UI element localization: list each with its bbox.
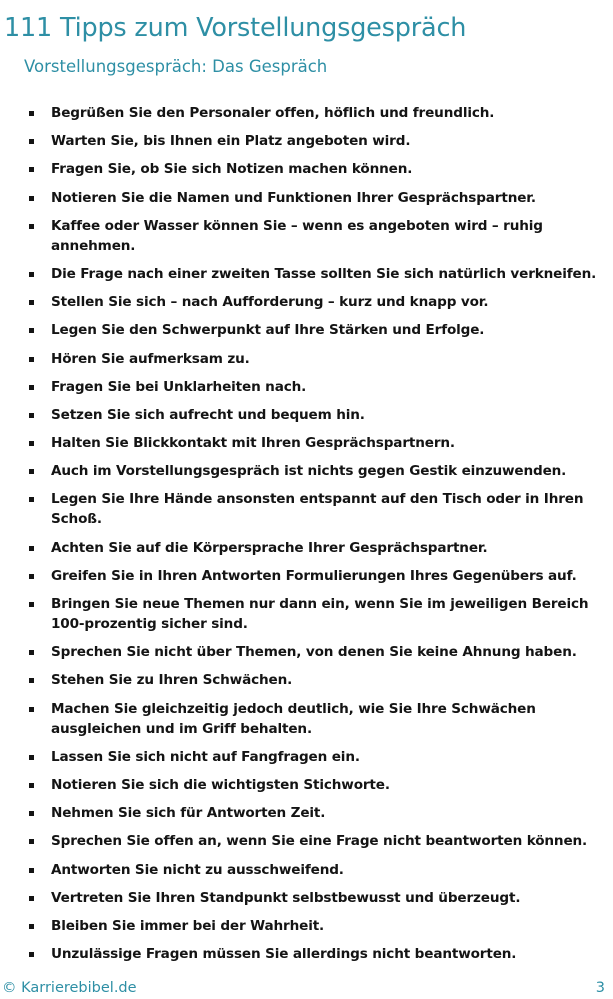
- list-item: [0, 159, 613, 179]
- list-item: [0, 831, 613, 851]
- list-item-text: Achten Sie auf die Körpersprache Ihrer Gesprächspartner.: [51, 539, 488, 556]
- bullet-icon: [29, 896, 34, 901]
- list-item: [0, 803, 613, 823]
- tips-list: [0, 103, 613, 972]
- bullet-icon: [29, 650, 34, 655]
- list-item-text: Legen Sie den Schwerpunkt auf Ihre Stärken und Erfolge.: [51, 322, 485, 339]
- list-item-text: Greifen Sie in Ihren Antworten Formulierungen Ihres Gegenübers auf.: [51, 567, 577, 584]
- list-item-text: Unzulässige Fragen müssen Sie allerdings nicht beantworten.: [51, 946, 517, 963]
- list-item-text: Hören Sie aufmerksam zu.: [51, 350, 250, 367]
- bullet-icon: [29, 196, 34, 201]
- list-item-text: Bringen Sie neue Themen nur dann ein, wenn Sie im jeweiligen Bereich 100-prozentig sicher sind.: [51, 596, 589, 632]
- list-item-text: Sprechen Sie nicht über Themen, von denen Sie keine Ahnung haben.: [51, 644, 577, 661]
- list-item: [0, 349, 613, 369]
- bullet-icon: [29, 167, 34, 172]
- bullet-icon: [29, 441, 34, 446]
- list-item: [0, 320, 613, 340]
- list-item-text: Sprechen Sie offen an, wenn Sie eine Frage nicht beantworten können.: [51, 833, 588, 850]
- list-item: [0, 264, 613, 284]
- bullet-icon: [29, 224, 34, 229]
- list-item: [0, 377, 613, 397]
- list-item: [0, 775, 613, 795]
- bullet-icon: [29, 839, 34, 844]
- bullet-icon: [29, 952, 34, 957]
- section-heading: Vorstellungsgespräch: Das Gespräch: [24, 57, 328, 76]
- list-item-text: Vertreten Sie Ihren Standpunkt selbstbewusst und überzeugt.: [51, 889, 521, 906]
- bullet-icon: [29, 272, 34, 277]
- bullet-icon: [29, 755, 34, 760]
- list-item-text: Stellen Sie sich – nach Aufforderung – kurz und knapp vor.: [51, 294, 489, 311]
- bullet-icon: [29, 602, 34, 607]
- list-item-text: Begrüßen Sie den Personaler offen, höflich und freundlich.: [51, 105, 495, 121]
- list-item: [0, 131, 613, 151]
- bullet-icon: [29, 868, 34, 873]
- list-item-text: Kaffee oder Wasser können Sie – wenn es angeboten wird – ruhig annehmen.: [51, 217, 543, 254]
- bullet-icon: [29, 783, 34, 788]
- list-item: [0, 538, 613, 558]
- list-item: [0, 489, 613, 529]
- bullet-icon: [29, 139, 34, 144]
- list-item: [0, 405, 613, 425]
- list-item-text: Notieren Sie die Namen und Funktionen Ihrer Gesprächspartner.: [51, 189, 536, 206]
- bullet-icon: [29, 574, 34, 579]
- bullet-icon: [29, 357, 34, 362]
- bullet-icon: [29, 328, 34, 333]
- list-item: [0, 860, 613, 880]
- list-item: [0, 747, 613, 767]
- list-item: [0, 916, 613, 936]
- list-item-text: Warten Sie, bis Ihnen ein Platz angeboten wird.: [51, 133, 411, 150]
- bullet-icon: [29, 546, 34, 551]
- bullet-icon: [29, 707, 34, 712]
- list-item: [0, 566, 613, 586]
- list-item: [0, 888, 613, 908]
- list-item: [0, 642, 613, 662]
- list-item-text: Legen Sie Ihre Hände ansonsten entspannt auf den Tisch oder in Ihren Schoß.: [51, 491, 584, 528]
- bullet-icon: [29, 385, 34, 390]
- list-item-text: Machen Sie gleichzeitig jedoch deutlich, wie Sie Ihre Schwächen ausgleichen und im Griff behalten.: [51, 700, 536, 737]
- bullet-icon: [29, 678, 34, 683]
- bullet-icon: [29, 811, 34, 816]
- list-item-text: Setzen Sie sich aufrecht und bequem hin.: [51, 406, 365, 423]
- list-item-text: Fragen Sie bei Unklarheiten nach.: [51, 378, 307, 395]
- list-item: [0, 594, 613, 634]
- bullet-icon: [29, 111, 34, 116]
- list-item-text: Bleiben Sie immer bei der Wahrheit.: [51, 917, 325, 934]
- bullet-icon: [29, 924, 34, 929]
- list-item: [0, 103, 613, 123]
- list-item: [0, 216, 613, 256]
- list-item: [0, 699, 613, 739]
- list-item: [0, 292, 613, 312]
- bullet-icon: [29, 413, 34, 418]
- list-item: [0, 670, 613, 690]
- list-item: [0, 433, 613, 453]
- list-item: [0, 188, 613, 208]
- bullet-icon: [29, 469, 34, 474]
- list-item-text: Nehmen Sie sich für Antworten Zeit.: [51, 805, 326, 822]
- list-item: [0, 944, 613, 964]
- page-title: 111 Tipps zum Vorstellungsgespräch: [4, 13, 467, 44]
- list-item-text: Notieren Sie sich die wichtigsten Stichworte.: [51, 776, 390, 793]
- bullet-icon: [29, 300, 34, 305]
- list-item: [0, 461, 613, 481]
- list-item-text: Antworten Sie nicht zu ausschweifend.: [51, 861, 344, 878]
- list-item-text: Die Frage nach einer zweiten Tasse sollten Sie sich natürlich verkneifen.: [51, 265, 597, 282]
- list-item-text: Halten Sie Blickkontakt mit Ihren Gesprächspartnern.: [51, 435, 455, 452]
- list-item-text: Stehen Sie zu Ihren Schwächen.: [51, 672, 293, 689]
- list-item-text: Auch im Vorstellungsgespräch ist nichts gegen Gestik einzuwenden.: [51, 463, 567, 480]
- page-number: 3: [595, 980, 605, 996]
- bullet-icon: [29, 497, 34, 502]
- list-item-text: Fragen Sie, ob Sie sich Notizen machen können.: [51, 161, 413, 178]
- footer-brand: © Karrierebibel.de: [2, 980, 137, 996]
- list-item-text: Lassen Sie sich nicht auf Fangfragen ein.: [51, 748, 360, 765]
